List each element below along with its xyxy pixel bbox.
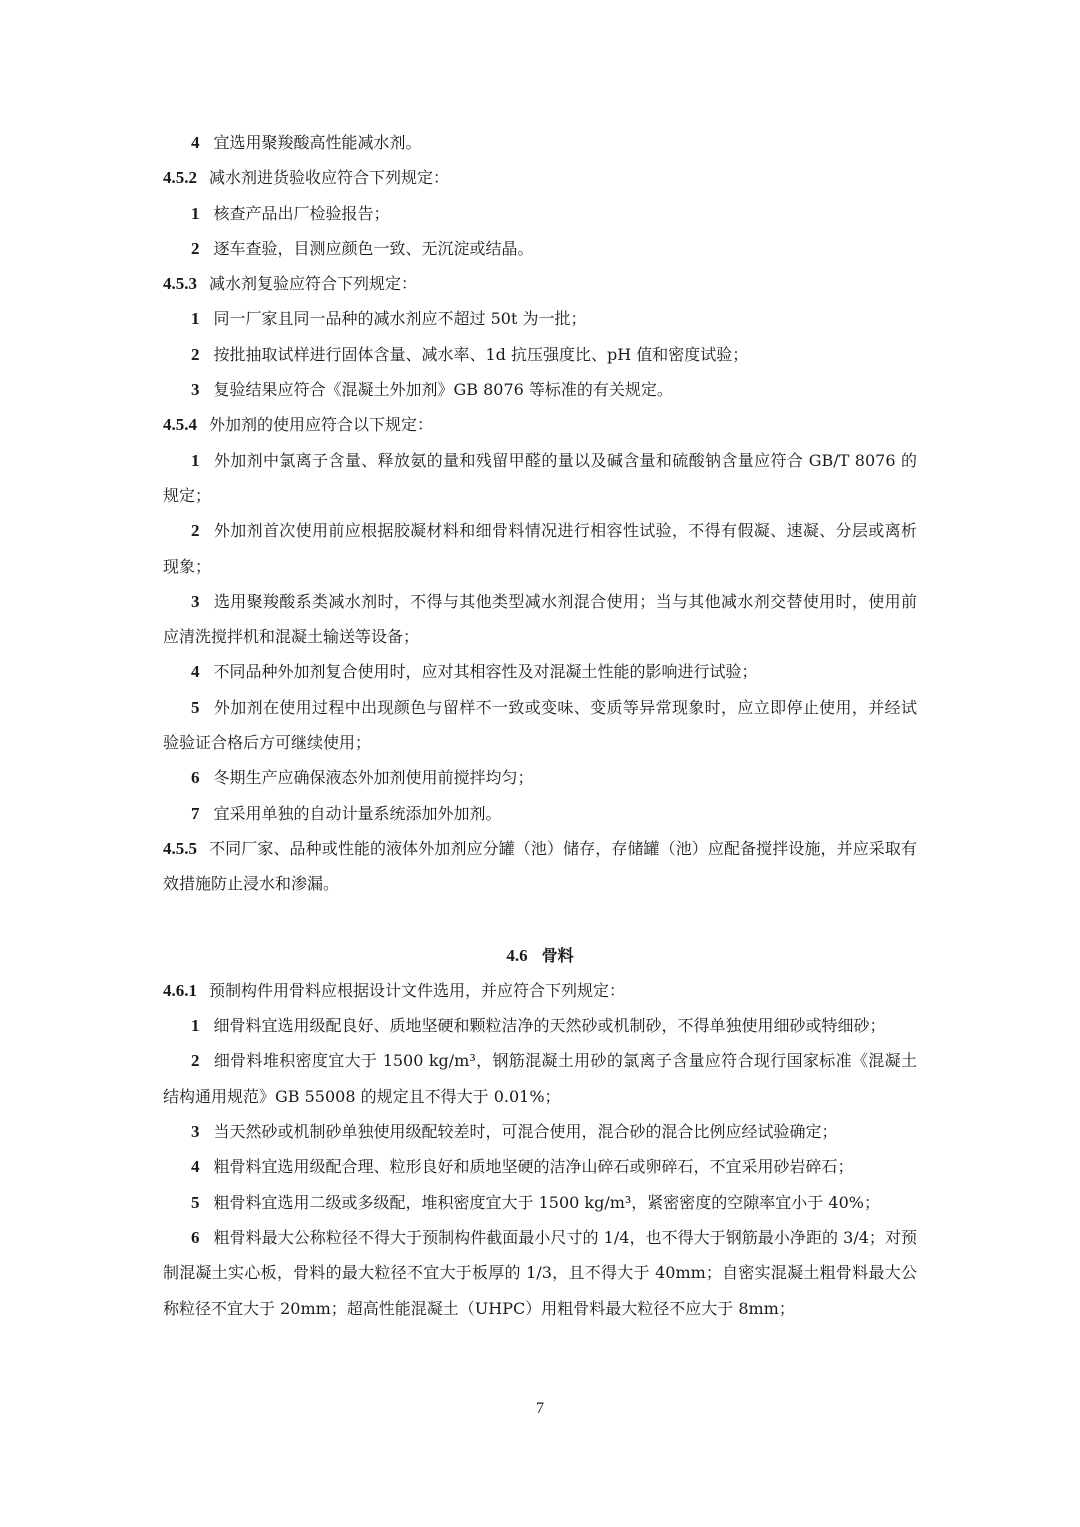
list-item bbox=[163, 690, 917, 761]
section-title-text: 骨料 bbox=[541, 945, 574, 965]
paragraph-text: 不同厂家、品种或性能的液体外加剂应分罐（池）储存，存储罐（池）应配备搅拌设施，并应采取有效措施防止浸水和渗漏。 bbox=[163, 838, 917, 894]
item-number: 1 bbox=[191, 309, 200, 329]
list-item bbox=[163, 513, 917, 584]
item-number: 4 bbox=[191, 662, 200, 682]
clause-paragraph bbox=[163, 407, 917, 442]
page-number: 7 bbox=[536, 1400, 544, 1417]
paragraph-text: 外加剂中氯离子含量、释放氨的量和残留甲醛的量以及碱含量和硫酸钠含量应符合 GB/T 8076 的规定； bbox=[163, 450, 917, 505]
item-number: 7 bbox=[191, 803, 200, 823]
item-number: 6 bbox=[191, 1227, 200, 1247]
paragraph-text: 外加剂首次使用前应根据胶凝材料和细骨料情况进行相容性试验，不得有假凝、速凝、分层或离析现象； bbox=[163, 521, 917, 576]
list-item bbox=[163, 654, 917, 689]
document-page bbox=[163, 125, 917, 1326]
paragraph-text: 宜选用聚羧酸高性能减水剂。 bbox=[213, 133, 422, 152]
paragraph-text: 减水剂复验应符合下列规定： bbox=[209, 274, 418, 294]
list-item bbox=[163, 301, 917, 336]
list-item bbox=[163, 443, 917, 514]
item-number: 1 bbox=[191, 1016, 200, 1036]
paragraph-text: 不同品种外加剂复合使用时，应对其相容性及对混凝土性能的影响进行试验； bbox=[213, 662, 758, 682]
item-number: 3 bbox=[191, 1122, 200, 1142]
item-number: 2 bbox=[191, 1051, 200, 1071]
list-item bbox=[163, 796, 917, 831]
paragraph-text: 当天然砂或机制砂单独使用级配较差时，可混合使用，混合砂的混合比例应经试验确定； bbox=[213, 1122, 838, 1142]
clause-paragraph bbox=[163, 973, 917, 1008]
paragraph-text: 选用聚羧酸系类减水剂时，不得与其他类型减水剂混合使用；当与其他减水剂交替使用时，使用前应清洗搅拌机和混凝土输送等设备； bbox=[163, 591, 917, 647]
paragraph-text: 逐车查验，目测应颜色一致、无沉淀或结晶。 bbox=[213, 238, 534, 258]
item-number: 4 bbox=[191, 1157, 200, 1177]
paragraph-text: 外加剂在使用过程中出现颜色与留样不一致或变味、变质等异常现象时，应立即停止使用，并经试验验证合格后方可继续使用； bbox=[163, 697, 917, 753]
clause-paragraph bbox=[163, 160, 917, 195]
list-item bbox=[163, 372, 917, 407]
item-number: 2 bbox=[191, 344, 200, 364]
list-item bbox=[163, 1008, 917, 1043]
list-item bbox=[163, 1185, 917, 1220]
paragraph-text: 粗骨料最大公称粒径不得大于预制构件截面最小尺寸的 1/4，也不得大于钢筋最小净距的 3/4；对预制混凝土实心板，骨料的最大粒径不宜大于板厚的 1/3，且不得大于 40mm；自密实混凝土粗骨料最大公称粒径不宜大于 20mm；超高性能混凝土（UHPC）用粗骨料最大粒径不应大于 8mm； bbox=[163, 1227, 917, 1318]
paragraph-text: 核查产品出厂检验报告； bbox=[213, 203, 390, 223]
item-number: 1 bbox=[191, 203, 200, 223]
list-item bbox=[163, 196, 917, 231]
item-number: 5 bbox=[191, 1192, 200, 1212]
list-item bbox=[163, 125, 917, 160]
clause-number: 4.5.3 bbox=[163, 274, 197, 294]
list-item bbox=[163, 760, 917, 795]
list-item bbox=[163, 1043, 917, 1114]
item-number: 1 bbox=[191, 450, 200, 470]
clause-number: 4.6.1 bbox=[163, 980, 197, 1000]
item-number: 4 bbox=[191, 133, 200, 152]
item-number: 6 bbox=[191, 768, 200, 788]
paragraph-text: 复验结果应符合《混凝土外加剂》GB 8076 等标准的有关规定。 bbox=[213, 380, 673, 400]
list-item bbox=[163, 1220, 917, 1326]
clause-number: 4.5.4 bbox=[163, 415, 197, 435]
clause-paragraph bbox=[163, 266, 917, 301]
paragraph-text: 外加剂的使用应符合以下规定： bbox=[209, 415, 434, 435]
list-item bbox=[163, 584, 917, 655]
section-number: 4.6 bbox=[506, 945, 528, 965]
paragraph-text: 预制构件用骨料应根据设计文件选用，并应符合下列规定： bbox=[209, 980, 626, 1000]
paragraph-text: 细骨料堆积密度宜大于 1500 kg/m³，钢筋混凝土用砂的氯离子含量应符合现行国家标准《混凝土结构通用规范》GB 55008 的规定且不得大于 0.01%； bbox=[163, 1051, 917, 1106]
list-item bbox=[163, 1149, 917, 1184]
paragraph-text: 按批抽取试样进行固体含量、减水率、1d 抗压强度比、pH 值和密度试验； bbox=[213, 344, 749, 364]
item-number: 3 bbox=[191, 591, 200, 611]
paragraph-text: 粗骨料宜选用二级或多级配，堆积密度宜大于 1500 kg/m³，紧密密度的空隙率宜小于 40%； bbox=[213, 1192, 880, 1212]
clause-number: 4.5.2 bbox=[163, 168, 197, 188]
paragraph-text: 减水剂进货验收应符合下列规定： bbox=[209, 168, 450, 188]
list-item bbox=[163, 1114, 917, 1149]
clause-paragraph bbox=[163, 831, 917, 902]
list-item bbox=[163, 231, 917, 266]
item-number: 2 bbox=[191, 238, 200, 258]
section-4-6-content bbox=[163, 973, 917, 1326]
section-heading bbox=[163, 938, 917, 973]
paragraph-text: 粗骨料宜选用级配合理、粒形良好和质地坚硬的洁净山碎石或卵碎石，不宜采用砂岩碎石； bbox=[213, 1157, 854, 1177]
paragraph-text: 同一厂家且同一品种的减水剂应不超过 50t 为一批； bbox=[213, 309, 587, 329]
item-number: 5 bbox=[191, 697, 200, 717]
item-number: 2 bbox=[191, 521, 200, 541]
clause-number: 4.5.5 bbox=[163, 838, 197, 858]
paragraph-text: 冬期生产应确保液态外加剂使用前搅拌均匀； bbox=[213, 768, 534, 788]
section-4-5-content bbox=[163, 125, 917, 902]
list-item bbox=[163, 337, 917, 372]
item-number: 3 bbox=[191, 380, 200, 400]
paragraph-text: 宜采用单独的自动计量系统添加外加剂。 bbox=[213, 803, 502, 823]
paragraph-text: 细骨料宜选用级配良好、质地坚硬和颗粒洁净的天然砂或机制砂，不得单独使用细砂或特细砂； bbox=[213, 1016, 886, 1036]
